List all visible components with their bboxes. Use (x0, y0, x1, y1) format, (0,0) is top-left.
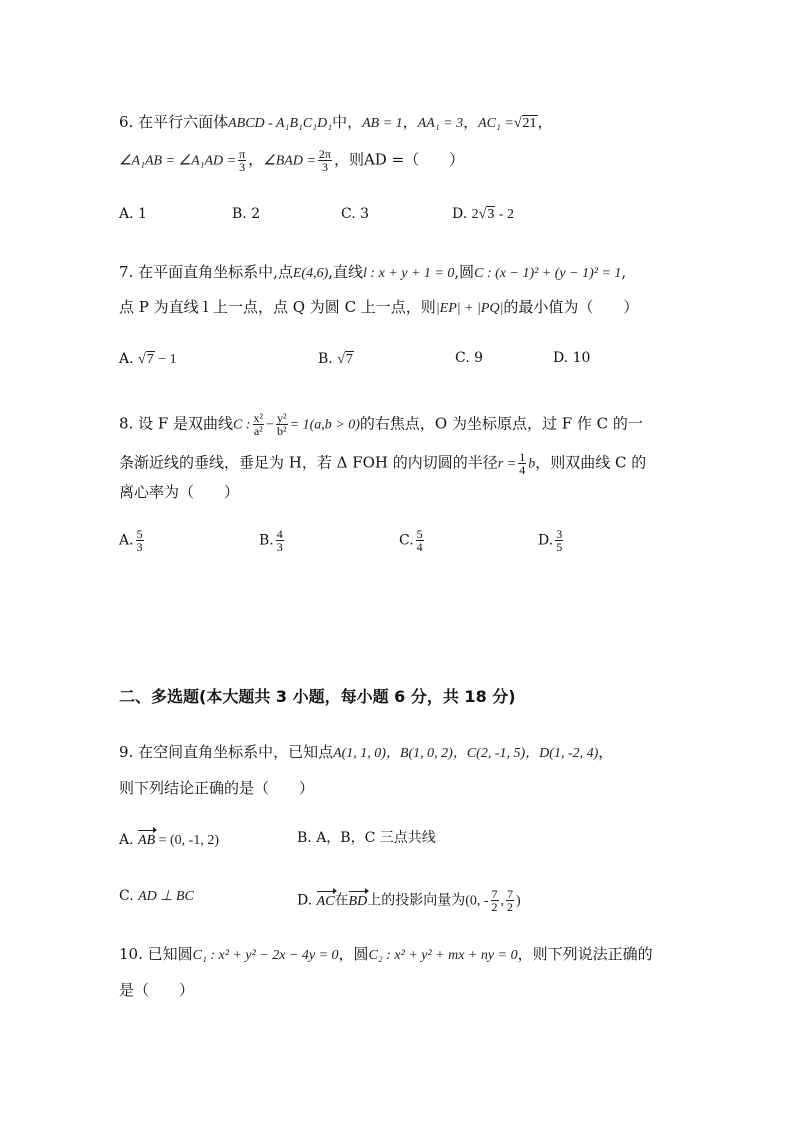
q6-tail: ，则AD =（ ） (333, 150, 465, 169)
q6-aa1: AA₁ = 3 (417, 116, 464, 131)
q8-r-b: b (528, 456, 536, 472)
q8-r-lhs: r = (497, 456, 517, 472)
q9-option-c (119, 886, 194, 907)
q9-tail: ， (598, 743, 614, 761)
q6-frac2-num: 2π (318, 147, 331, 161)
q8-c-rhs: = 1(a,b > 0) (289, 417, 360, 433)
q6-option-d-sqrt: √3 (478, 207, 495, 222)
q8-minus: − (266, 417, 275, 433)
q9-option-d-num2: 7 (507, 887, 514, 901)
q10-line1 (119, 944, 653, 966)
q7-option-b-prefix: B. (318, 351, 333, 367)
q8-frac-y2b2 (276, 412, 288, 437)
q6-option-b: B. 2 (232, 206, 261, 222)
q9-option-d-den1: 2 (491, 900, 498, 914)
q7-option-a-sqrt: √7 (138, 352, 154, 367)
q10-circle-c1: C₁ : x² + y² − 2x − 4y = 0 (192, 948, 339, 963)
q9-line2: 则下列结论正确的是（ ） (119, 779, 315, 797)
q8-tail1: 的右焦点，O 为坐标原点，过 F 作 C 的一 (359, 414, 643, 433)
q6-option-d-coef: 2 (471, 207, 479, 222)
q6-sep1: ， (402, 113, 418, 131)
q7-mid2: ,圆 (454, 263, 475, 281)
section-heading-multiple-choice: 二、多选题(本大题共 3 小题，每小题 6 分，共 18 分) (119, 687, 516, 706)
q7-option-a-tail: − 1 (154, 352, 177, 367)
q7-line2 (119, 297, 638, 319)
q6-ang1: ∠A₁AB = ∠A₁AD = (119, 153, 237, 169)
q9-option-d-frac1 (491, 888, 499, 913)
q6-line2 (119, 148, 464, 173)
q8-r-num: 1 (519, 450, 526, 464)
q7-option-a-prefix: A. (119, 351, 134, 367)
q10-circle-c2: C₂ : x² + y² + mx + ny = 0 (368, 948, 518, 963)
q8-option-d-prefix: D. (538, 532, 554, 549)
q7-tail1: , (621, 263, 627, 281)
q9-option-c-prefix: C. (119, 888, 134, 904)
q6-frac-pi3 (238, 148, 246, 173)
q8-c-lhs: C : (233, 417, 251, 433)
q6-solid: ABCD - A₁B₁C₁D₁ (228, 116, 333, 131)
q8-line2 (119, 451, 646, 476)
q9-option-d-mid: 在 (334, 892, 349, 909)
q7-expr: |EP| + |PQ| (435, 301, 504, 316)
q8-option-a (119, 528, 146, 553)
q8-r-den: 4 (519, 463, 526, 477)
q8-option-b (259, 528, 286, 553)
q8-line1 (119, 412, 643, 437)
q6-frac2-den: 3 (321, 160, 328, 174)
q9-option-c-value: AD ⊥ BC (138, 889, 194, 904)
q9-option-b: B. A，B，C 三点共线 (297, 830, 436, 846)
q7-option-b (318, 349, 354, 370)
q8-option-c-frac (416, 528, 424, 553)
q6-sep3: ， (537, 113, 553, 131)
q6-option-d-tail: - 2 (495, 207, 514, 222)
q6-ang2: ∠BAD = (263, 153, 316, 169)
q6-ab: AB = 1 (362, 116, 403, 131)
q6-frac-den: 3 (239, 160, 246, 174)
q6-option-c: C. 3 (341, 206, 370, 222)
q8-x2: x² (253, 411, 264, 425)
q7-option-c: C. 9 (455, 350, 484, 366)
q7-circle-c: C : (x − 1)² + (y − 1)² = 1 (474, 266, 622, 281)
q8-option-b-num: 4 (276, 527, 283, 541)
q6-mid: 中， (332, 113, 363, 131)
q6-sep2: ， (463, 113, 479, 131)
q7-option-a (119, 349, 177, 370)
q9-option-d-val-right: ) (516, 893, 521, 909)
q8-lead: 8. 设 F 是双曲线 (119, 414, 234, 433)
q8-option-c-den: 4 (416, 540, 423, 554)
q8-option-d (538, 528, 565, 553)
q9-points: A(1, 1, 0)，B(1, 0, 2)，C(2, -1, 5)，D(1, -2, 4) (333, 746, 599, 761)
q6-frac-2pi3 (318, 148, 332, 173)
q8-option-b-frac (276, 528, 284, 553)
q9-vector-ac: AC (317, 892, 335, 912)
q6-option-d-rad: 3 (487, 207, 495, 222)
q9-option-d-frac2 (506, 888, 514, 913)
q8-line2a: 条渐近线的垂线，垂足为 H，若 Δ FOH 的内切圆的半径 (119, 453, 498, 472)
q10-lead: 10. 已知圆 (119, 945, 193, 963)
q6-frac-num: π (239, 147, 246, 161)
q7-option-a-rad: 7 (146, 352, 154, 367)
q8-option-d-num: 3 (556, 527, 563, 541)
q9-option-d-val-left: (0, - (465, 893, 489, 909)
q10-line2: 是（ ） (119, 981, 195, 999)
q9-option-d-num1: 7 (491, 887, 498, 901)
q9-option-d-mid2: 上的投影向量为 (367, 892, 466, 909)
q8-y2: y² (277, 411, 287, 425)
q7-line-l: l : x + y + 1 = 0 (363, 266, 455, 281)
q8-option-a-frac (136, 528, 144, 553)
q9-option-a-prefix: A. (119, 832, 134, 848)
q8-frac-x2a2 (253, 412, 265, 437)
q9-vector-bd: BD (349, 892, 368, 912)
q8-option-d-frac (555, 528, 563, 553)
q8-option-d-den: 5 (556, 540, 563, 554)
q8-b2: b² (277, 424, 287, 438)
q6-ac1: AC₁ = (478, 116, 514, 131)
q6-line1 (119, 112, 553, 134)
q9-option-d-den2: 2 (507, 900, 514, 914)
q8-option-c (399, 528, 426, 553)
q6-ac1-rad: 21 (522, 116, 537, 131)
q8-option-a-num: 5 (136, 527, 143, 541)
q6-sqrt21: √21 (513, 116, 537, 131)
q7-option-d: D. 10 (553, 350, 591, 366)
q9-option-a-value: = (0, -1, 2) (155, 833, 220, 848)
q6-option-d-prefix: D. (452, 206, 468, 222)
q8-option-a-den: 3 (136, 540, 143, 554)
q7-tail2: 的最小值为（ ） (503, 298, 639, 316)
q9-line1 (119, 742, 613, 764)
q7-point-e: E(4,6) (292, 266, 329, 281)
q8-line2b: ，则双曲线 C 的 (535, 453, 647, 472)
q6-sep4: ， (248, 150, 264, 169)
q9-option-d-prefix: D. (297, 892, 313, 909)
q8-option-b-den: 3 (276, 540, 283, 554)
q10-tail: ，则下列说法正确的 (517, 945, 653, 963)
q8-option-a-prefix: A. (119, 532, 134, 549)
q8-option-c-prefix: C. (399, 532, 414, 549)
q10-mid: ，圆 (338, 945, 369, 963)
q9-option-d-comma: , (500, 893, 505, 909)
q7-line2-text: 点 P 为直线 l 上一点，点 Q 为圆 C 上一点，则 (119, 298, 436, 316)
q8-option-b-prefix: B. (259, 532, 274, 549)
q6-option-d (452, 204, 514, 225)
q8-a2: a² (253, 424, 263, 438)
q6-option-a: A. 1 (119, 206, 147, 222)
q7-lead: 7. 在平面直角坐标系中,点 (119, 263, 293, 281)
q7-option-b-sqrt: √7 (337, 352, 353, 367)
q8-option-c-num: 5 (416, 527, 423, 541)
q7-line1 (119, 262, 626, 284)
q7-mid1: ,直线 (328, 263, 364, 281)
q8-frac-r (518, 451, 526, 476)
q9-vector-ab: AB (138, 831, 155, 851)
q9-option-d (297, 888, 521, 913)
q9-option-a (119, 830, 219, 851)
q8-line3: 离心率为（ ） (119, 483, 240, 501)
q9-lead: 9. 在空间直角坐标系中，已知点 (119, 743, 334, 761)
q7-option-b-rad: 7 (345, 352, 353, 367)
q6-lead: 6. 在平行六面体 (119, 113, 229, 131)
